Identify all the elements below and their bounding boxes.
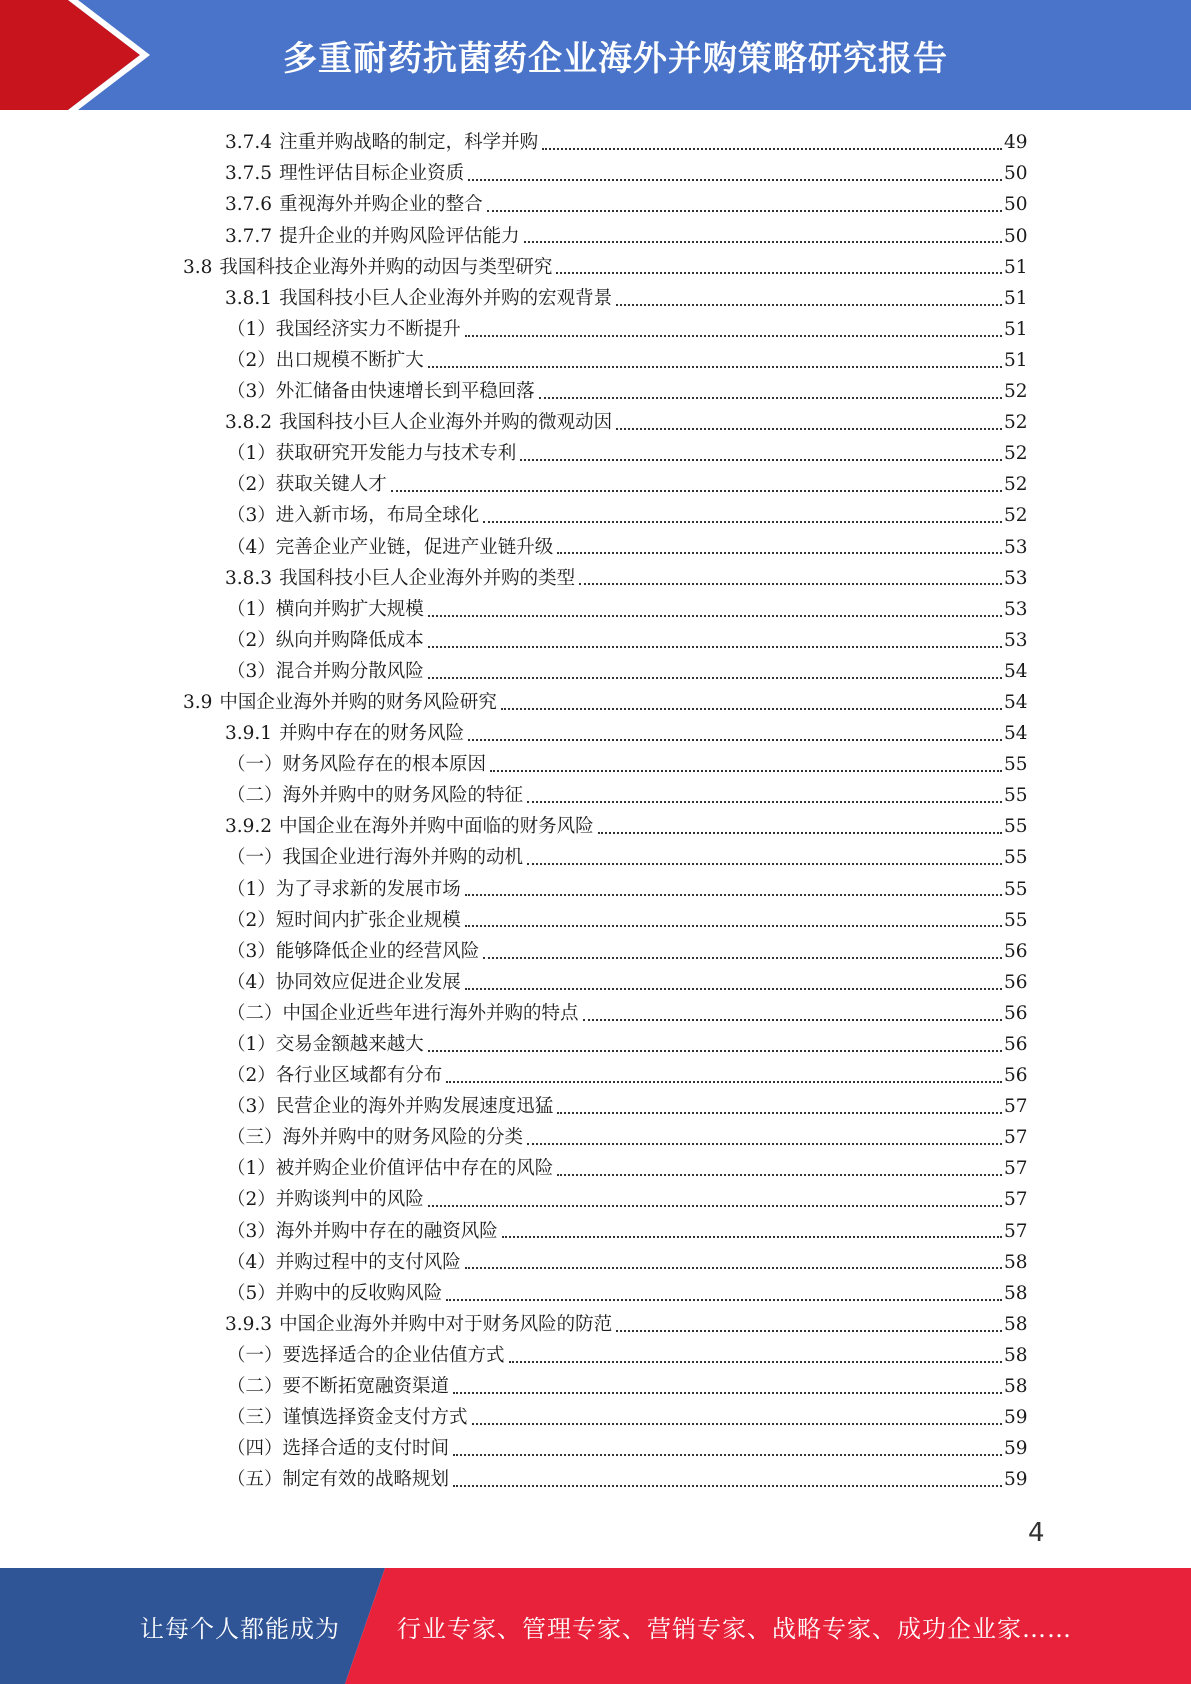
toc-dot-leader — [465, 894, 1002, 896]
toc-page-number: 54 — [1004, 691, 1028, 713]
toc-page-number: 54 — [1004, 660, 1028, 682]
toc-dot-leader — [524, 241, 1002, 243]
toc-page-number: 51 — [1004, 318, 1028, 340]
toc-page-number: 50 — [1004, 163, 1028, 185]
toc-entry-title: （一）我国企业进行海外并购的动机 — [227, 847, 524, 869]
toc-dot-leader — [527, 801, 1002, 803]
toc-entry-title: （3）海外并购中存在的融资风险 — [227, 1220, 498, 1242]
toc-entry[interactable] — [0, 1403, 1191, 1434]
toc-entry-title: （二）中国企业近些年进行海外并购的特点 — [227, 1002, 579, 1024]
toc-entry[interactable] — [0, 1278, 1191, 1309]
toc-dot-leader — [453, 1392, 1002, 1394]
toc-dot-leader — [539, 397, 1002, 399]
toc-dot-leader — [579, 583, 1002, 585]
toc-entry[interactable] — [0, 439, 1191, 470]
toc-page-number: 51 — [1004, 287, 1028, 309]
toc-page-number: 54 — [1004, 723, 1028, 745]
toc-entry-title: （3）民营企业的海外并购发展速度迅猛 — [227, 1096, 554, 1118]
toc-entry-title: （1）为了寻求新的发展市场 — [227, 878, 461, 900]
toc-page-number: 59 — [1004, 1469, 1028, 1491]
toc-entry-title: （2）获取关键人才 — [227, 474, 387, 496]
toc-entry-title: （二）海外并购中的财务风险的特征 — [227, 785, 524, 807]
toc-entry-title: （一）财务风险存在的根本原因 — [227, 754, 487, 776]
toc-dot-leader — [502, 1236, 1002, 1238]
toc-section-number: 3.7.6 — [225, 194, 273, 216]
toc-entry[interactable] — [0, 1030, 1191, 1061]
toc-dot-leader — [428, 677, 1002, 679]
toc-page-number: 59 — [1004, 1407, 1028, 1429]
header-banner — [0, 0, 1191, 110]
toc-entry[interactable] — [0, 470, 1191, 501]
toc-entry-title: （2）短时间内扩张企业规模 — [227, 909, 461, 931]
toc-page-number: 57 — [1004, 1096, 1028, 1118]
toc-dot-leader — [483, 957, 1002, 959]
toc-dot-leader — [616, 1330, 1002, 1332]
toc-dot-leader — [453, 1485, 1002, 1487]
toc-entry[interactable] — [0, 283, 1191, 314]
toc-entry-title: （四）选择合适的支付时间 — [227, 1438, 450, 1460]
toc-entry[interactable] — [0, 252, 1191, 283]
toc-dot-leader — [391, 490, 1002, 492]
toc-dot-leader — [468, 179, 1002, 181]
footer-slogan-right: 行业专家、管理专家、营销专家、战略专家、成功企业家…… — [397, 1614, 1072, 1643]
toc-entry-title: （3）进入新市场，布局全球化 — [227, 505, 480, 527]
toc-page-number: 57 — [1004, 1127, 1028, 1149]
toc-page-number: 56 — [1004, 1002, 1028, 1024]
toc-dot-leader — [542, 148, 1002, 150]
toc-entry-title: （3）外汇储备由快速增长到平稳回落 — [227, 381, 535, 403]
toc-page-number: 58 — [1004, 1313, 1028, 1335]
toc-page-number: 52 — [1004, 443, 1028, 465]
toc-entry[interactable] — [0, 1434, 1191, 1465]
toc-entry[interactable] — [0, 750, 1191, 781]
toc-entry-title: 我国科技小巨人企业海外并购的类型 — [279, 567, 576, 589]
toc-entry-title: 中国企业海外并购的财务风险研究 — [219, 691, 497, 713]
toc-entry-title: （一）要选择适合的企业估值方式 — [227, 1344, 505, 1366]
toc-entry[interactable] — [0, 843, 1191, 874]
toc-entry-title: （2）各行业区域都有分布 — [227, 1065, 443, 1087]
toc-section-number: 3.9.3 — [225, 1313, 273, 1335]
toc-entry[interactable] — [0, 501, 1191, 532]
toc-page-number: 56 — [1004, 1065, 1028, 1087]
toc-entry[interactable] — [0, 968, 1191, 999]
toc-dot-leader — [465, 988, 1002, 990]
toc-entry-title: （三）海外并购中的财务风险的分类 — [227, 1127, 524, 1149]
toc-dot-leader — [468, 739, 1002, 741]
toc-entry[interactable] — [0, 936, 1191, 967]
toc-page-number: 55 — [1004, 754, 1028, 776]
footer-banner — [0, 1568, 1191, 1684]
toc-entry[interactable] — [0, 159, 1191, 190]
toc-entry[interactable] — [0, 1061, 1191, 1092]
toc-entry[interactable] — [0, 563, 1191, 594]
toc-entry[interactable] — [0, 1341, 1191, 1372]
toc-entry-title: （二）要不断拓宽融资渠道 — [227, 1376, 450, 1398]
toc-entry[interactable] — [0, 874, 1191, 905]
toc-dot-leader — [428, 646, 1002, 648]
toc-entry-title: 中国企业在海外并购中面临的财务风险 — [279, 816, 594, 838]
toc-section-number: 3.8 — [183, 256, 213, 278]
toc-section-number: 3.7.4 — [225, 132, 273, 154]
toc-entry[interactable] — [0, 190, 1191, 221]
toc-section-number: 3.9 — [183, 691, 213, 713]
toc-page-number: 55 — [1004, 847, 1028, 869]
toc-dot-leader — [465, 335, 1002, 337]
toc-entry-title: 中国企业海外并购中对于财务风险的防范 — [279, 1313, 613, 1335]
toc-entry-title: 重视海外并购企业的整合 — [279, 194, 483, 216]
toc-page-number: 50 — [1004, 194, 1028, 216]
toc-dot-leader — [428, 366, 1002, 368]
toc-page-number: 51 — [1004, 256, 1028, 278]
toc-entry[interactable] — [0, 812, 1191, 843]
toc-entry[interactable] — [0, 719, 1191, 750]
toc-page-number: 56 — [1004, 1034, 1028, 1056]
toc-dot-leader — [501, 708, 1002, 710]
toc-entry-title: （2）纵向并购降低成本 — [227, 629, 424, 651]
toc-entry-title: （1）交易金额越来越大 — [227, 1034, 424, 1056]
toc-entry-title: 提升企业的并购风险评估能力 — [279, 225, 520, 247]
toc-dot-leader — [527, 1143, 1002, 1145]
toc-entry[interactable] — [0, 1465, 1191, 1496]
toc-entry-title: 我国科技小巨人企业海外并购的宏观背景 — [279, 287, 613, 309]
toc-entry-title: 并购中存在的财务风险 — [279, 723, 465, 745]
toc-entry-title: （五）制定有效的战略规划 — [227, 1469, 450, 1491]
toc-entry[interactable] — [0, 408, 1191, 439]
toc-entry-title: （4）并购过程中的支付风险 — [227, 1251, 461, 1273]
toc-entry-title: （3）混合并购分散风险 — [227, 660, 424, 682]
toc-entry[interactable] — [0, 688, 1191, 719]
toc-page-number: 57 — [1004, 1158, 1028, 1180]
toc-dot-leader — [557, 1112, 1002, 1114]
toc-entry[interactable] — [0, 221, 1191, 252]
toc-dot-leader — [556, 272, 1002, 274]
toc-dot-leader — [490, 770, 1002, 772]
toc-entry-title: （2）出口规模不断扩大 — [227, 349, 424, 371]
toc-dot-leader — [557, 552, 1002, 554]
toc-entry[interactable] — [0, 315, 1191, 346]
toc-dot-leader — [453, 1454, 1002, 1456]
toc-dot-leader — [428, 615, 1002, 617]
toc-page-number: 51 — [1004, 349, 1028, 371]
toc-page-number: 53 — [1004, 598, 1028, 620]
toc-dot-leader — [520, 459, 1002, 461]
toc-section-number: 3.7.7 — [225, 225, 273, 247]
toc-entry-title: （2）并购谈判中的风险 — [227, 1189, 424, 1211]
toc-page-number: 58 — [1004, 1251, 1028, 1273]
toc-page-number: 58 — [1004, 1282, 1028, 1304]
header-arrow-decoration — [0, 0, 160, 110]
toc-entry-title: （1）获取研究开发能力与技术专利 — [227, 443, 517, 465]
toc-entry[interactable] — [0, 532, 1191, 563]
toc-entry[interactable] — [0, 377, 1191, 408]
toc-page-number: 52 — [1004, 474, 1028, 496]
toc-entry[interactable] — [0, 1092, 1191, 1123]
toc-entry-title: （3）能够降低企业的经营风险 — [227, 940, 480, 962]
toc-entry[interactable] — [0, 1216, 1191, 1247]
toc-page-number: 52 — [1004, 412, 1028, 434]
toc-page-number: 53 — [1004, 629, 1028, 651]
toc-page-number: 58 — [1004, 1376, 1028, 1398]
toc-page-number: 49 — [1004, 132, 1028, 154]
toc-entry[interactable] — [0, 657, 1191, 688]
toc-page-number: 53 — [1004, 567, 1028, 589]
toc-dot-leader — [598, 832, 1002, 834]
toc-section-number: 3.8.3 — [225, 567, 273, 589]
toc-entry-title: （5）并购中的反收购风险 — [227, 1282, 443, 1304]
toc-entry[interactable] — [0, 1247, 1191, 1278]
toc-page-number: 57 — [1004, 1189, 1028, 1211]
toc-page-number: 55 — [1004, 909, 1028, 931]
toc-dot-leader — [483, 521, 1002, 523]
toc-dot-leader — [472, 1423, 1002, 1425]
toc-entry-title: （4）完善企业产业链，促进产业链升级 — [227, 536, 554, 558]
footer-slogan-left: 让每个人都能成为 — [140, 1614, 340, 1643]
toc-entry[interactable] — [0, 1123, 1191, 1154]
toc-dot-leader — [465, 1267, 1002, 1269]
toc-entry[interactable] — [0, 781, 1191, 812]
toc-entry[interactable] — [0, 346, 1191, 377]
toc-page-number: 52 — [1004, 381, 1028, 403]
toc-dot-leader — [487, 210, 1002, 212]
toc-entry[interactable] — [0, 594, 1191, 625]
toc-entry-title: 理性评估目标企业资质 — [279, 163, 465, 185]
toc-page-number: 56 — [1004, 971, 1028, 993]
toc-entry[interactable] — [0, 626, 1191, 657]
page-number: 4 — [1028, 1518, 1045, 1548]
toc-page-number: 58 — [1004, 1344, 1028, 1366]
toc-dot-leader — [428, 1205, 1002, 1207]
toc-dot-leader — [616, 304, 1002, 306]
toc-section-number: 3.9.2 — [225, 816, 273, 838]
toc-entry[interactable] — [0, 1372, 1191, 1403]
toc-entry-title: 我国科技企业海外并购的动因与类型研究 — [219, 256, 553, 278]
toc-dot-leader — [527, 863, 1002, 865]
toc-entry[interactable] — [0, 1185, 1191, 1216]
toc-entry-title: （4）协同效应促进企业发展 — [227, 971, 461, 993]
toc-section-number: 3.8.2 — [225, 412, 273, 434]
toc-entry[interactable] — [0, 905, 1191, 936]
toc-entry-title: （1）横向并购扩大规模 — [227, 598, 424, 620]
toc-dot-leader — [465, 925, 1002, 927]
toc-entry-title: 注重并购战略的制定，科学并购 — [279, 132, 539, 154]
toc-dot-leader — [583, 1019, 1002, 1021]
toc-page-number: 57 — [1004, 1220, 1028, 1242]
toc-dot-leader — [446, 1081, 1002, 1083]
toc-page-number: 55 — [1004, 878, 1028, 900]
toc-section-number: 3.9.1 — [225, 723, 273, 745]
toc-entry[interactable] — [0, 1154, 1191, 1185]
toc-page-number: 55 — [1004, 785, 1028, 807]
toc-page-number: 50 — [1004, 225, 1028, 247]
toc-dot-leader — [557, 1174, 1002, 1176]
toc-section-number: 3.7.5 — [225, 163, 273, 185]
toc-entry-title: （三）谨慎选择资金支付方式 — [227, 1407, 468, 1429]
toc-entry[interactable] — [0, 1310, 1191, 1341]
table-of-contents — [0, 128, 1191, 1496]
toc-page-number: 56 — [1004, 940, 1028, 962]
toc-section-number: 3.8.1 — [225, 287, 273, 309]
toc-entry-title: （1）我国经济实力不断提升 — [227, 318, 461, 340]
toc-dot-leader — [509, 1361, 1002, 1363]
toc-entry-title: （1）被并购企业价值评估中存在的风险 — [227, 1158, 554, 1180]
toc-page-number: 55 — [1004, 816, 1028, 838]
toc-entry[interactable] — [0, 128, 1191, 159]
toc-page-number: 52 — [1004, 505, 1028, 527]
toc-dot-leader — [616, 428, 1002, 430]
toc-dot-leader — [446, 1299, 1002, 1301]
toc-dot-leader — [428, 1050, 1002, 1052]
toc-entry[interactable] — [0, 999, 1191, 1030]
toc-page-number: 53 — [1004, 536, 1028, 558]
document-title: 多重耐药抗菌药企业海外并购策略研究报告 — [283, 38, 948, 79]
toc-page-number: 59 — [1004, 1438, 1028, 1460]
toc-entry-title: 我国科技小巨人企业海外并购的微观动因 — [279, 412, 613, 434]
